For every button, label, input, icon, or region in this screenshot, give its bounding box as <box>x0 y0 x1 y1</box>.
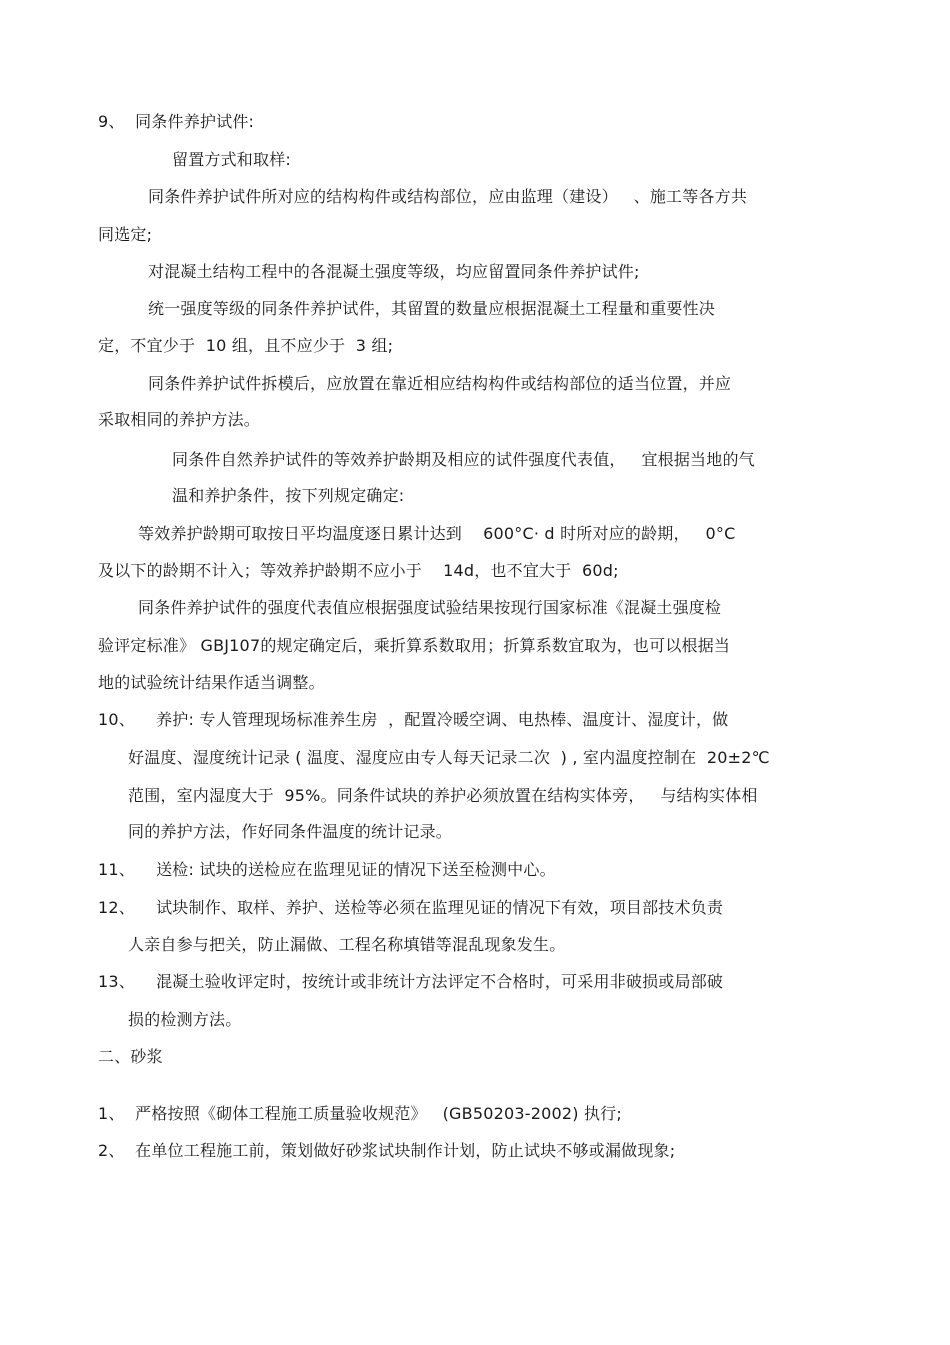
paragraph-line: 统一强度等级的同条件养护试件，其留置的数量应根据混凝土工程量和重要性决 <box>148 299 716 318</box>
paragraph-line: 对混凝土结构工程中的各混凝土强度等级，均应留置同条件养护试件; <box>148 262 640 281</box>
mortar-item-1: 1、 严格按照《砌体工程施工质量验收规范》 (GB50203-2002) 执行; <box>98 1104 622 1123</box>
paragraph-line: 同条件养护试件拆模后，应放置在靠近相应结构构件或结构部位的适当位置，并应 <box>148 374 732 393</box>
paragraph-line: 地的试验统计结果作适当调整。 <box>98 673 325 692</box>
paragraph-line: 同选定; <box>98 225 153 244</box>
mortar-item-2: 2、 在单位工程施工前，策划做好砂浆试块制作计划，防止试块不够或漏做现象; <box>98 1141 676 1160</box>
paragraph-line: 同的养护方法，作好同条件温度的统计记录。 <box>128 822 453 841</box>
item-9-heading: 9、 同条件养护试件: <box>98 112 255 131</box>
paragraph-line: 采取相同的养护方法。 <box>98 410 261 429</box>
paragraph-line: 人亲自参与把关，防止漏做、工程名称填错等混乱现象发生。 <box>128 935 566 954</box>
paragraph-line: 验评定标准》 GBJ107的规定确定后，乘折算系数取用；折算系数宜取为，也可以根据当 <box>98 636 731 655</box>
paragraph-line: 损的检测方法。 <box>128 1010 242 1029</box>
paragraph-line: 留置方式和取样: <box>172 150 291 169</box>
item-10-line: 10、 养护: 专人管理现场标准养生房 ，配置冷暖空调、电热棒、温度计、湿度计，做 <box>98 710 729 729</box>
paragraph-line: 等效养护龄期可取按日平均温度逐日累计达到 600°C· d 时所对应的龄期， 0°C <box>138 524 736 543</box>
paragraph-line: 温和养护条件，按下列规定确定: <box>172 486 405 505</box>
paragraph-line: 同条件养护试件的强度代表值应根据强度试验结果按现行国家标准《混凝土强度检 <box>138 598 722 617</box>
paragraph-line: 同条件养护试件所对应的结构构件或结构部位，应由监理（建设） 、施工等各方共 <box>148 187 748 206</box>
item-11-line: 11、 送检: 试块的送检应在监理见证的情况下送至检测中心。 <box>98 860 556 879</box>
item-13-line: 13、 混凝土验收评定时，按统计或非统计方法评定不合格时，可采用非破损或局部破 <box>98 972 724 991</box>
paragraph-line: 范围，室内湿度大于 95%。同条件试块的养护必须放置在结构实体旁， 与结构实体相 <box>128 786 758 805</box>
paragraph-line: 定，不宜少于 10 组，且不应少于 3 组; <box>98 336 394 355</box>
paragraph-line: 好温度、湿度统计记录 ( 温度、湿度应由专人每天记录二次 ) , 室内温度控制在 20±2℃ <box>128 748 770 767</box>
item-12-line: 12、 试块制作、取样、养护、送检等必须在监理见证的情况下有效，项目部技术负责 <box>98 898 724 917</box>
paragraph-line: 及以下的龄期不计入；等效养护龄期不应小于 14d，也不宜大于 60d; <box>98 561 619 580</box>
section-heading-mortar: 二、砂浆 <box>98 1047 163 1066</box>
paragraph-line: 同条件自然养护试件的等效养护龄期及相应的试件强度代表值， 宜根据当地的气 <box>172 450 755 469</box>
